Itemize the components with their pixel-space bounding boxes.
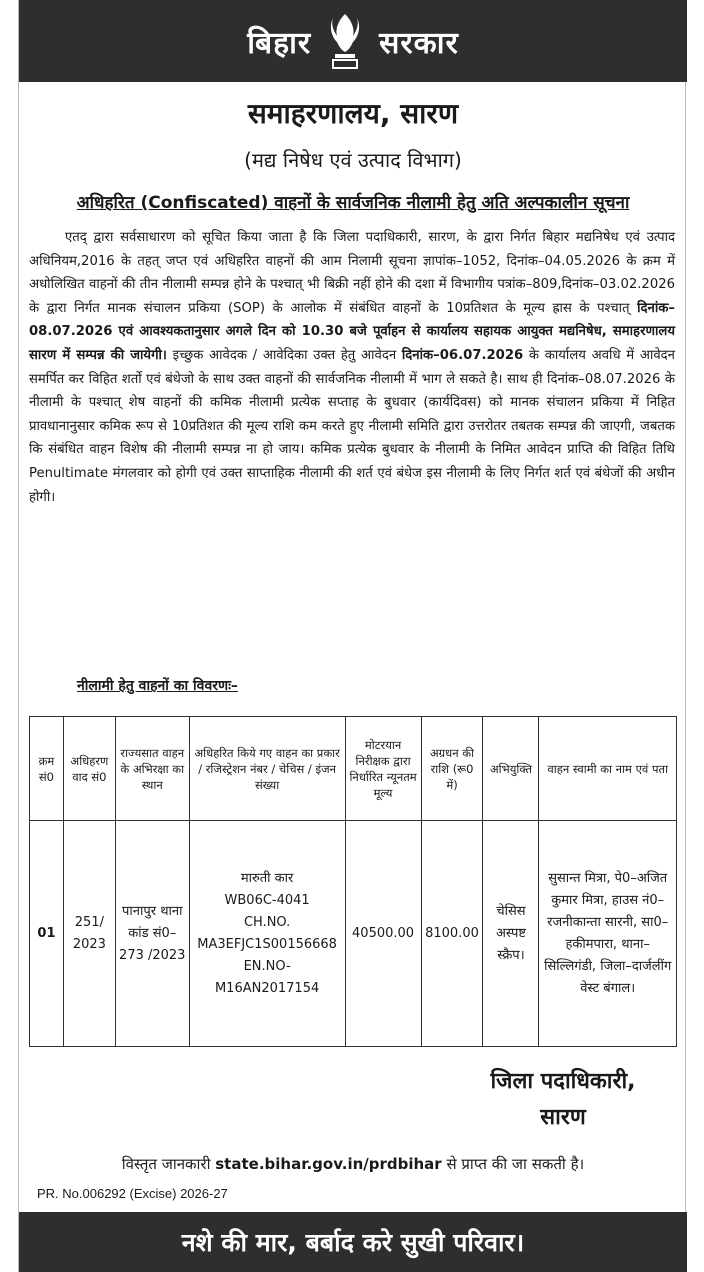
vehicle-list-heading: नीलामी हेतु वाहनों का विवरणः– <box>77 678 238 694</box>
engine-label: EN.NO- <box>243 958 291 974</box>
cell-vehicle-details <box>189 821 345 1047</box>
cell-deposit: 8100.00 <box>421 821 483 1047</box>
body-part-2: इच्छुक आवेदक / आवेदिका उक्त हेतु आवेदन <box>172 347 397 363</box>
body-penultimate: Penultimate <box>29 465 109 481</box>
cell-min-value: 40500.00 <box>345 821 421 1047</box>
department-name: (मद्य निषेध एवं उत्पाद विभाग) <box>244 148 462 172</box>
body-part-1: एतद् द्वारा सर्वसाधारण को सूचित किया जाता है कि जिला पदाधिकारी, सारण, के द्वारा निर्गत बिहार मद्यनिषेध एवं उत्पाद अधिनियम,2016 के तहत् जप्त एवं अधिहरित वाहनों की आम निलामी सूचना ज्ञापांक–1052, दिनांक–04.05.2026 के क्रम में अधोलिखित वाहनों की तीन नीलामी सम्पन्न होने के पश्चात् भी बिक्री नहीं होने की दशा में विभागीय पत्रांक–809,दिनांक–03.02.2026 के द्वारा निर्गत मानक संचालन प्रकिया (SOP) के आलोक में संबंधित वाहनों के 10प्रतिशत के मूल्य ह्रास के पश्चात् <box>29 230 675 316</box>
col-owner: वाहन स्वामी का नाम एवं पता <box>539 717 677 821</box>
banner-left-word: बिहार <box>247 25 312 61</box>
col-case-no: अधिहरण वाद सं0 <box>63 717 115 821</box>
body-application-date: दिनांक–06.07.2026 <box>401 347 524 363</box>
col-remark: अभियुक्ति <box>483 717 539 821</box>
notice-page <box>18 0 686 1272</box>
slogan-banner: नशे की मार, बर्बाद करे सुखी परिवार। <box>19 1212 687 1272</box>
body-part-4: मंगलवार को होगी एवं उक्त साप्ताहिक नीलामी की शर्त एवं बंधेज इस नीलामी के लिए निर्गत शर्त एवं बंधेजों की अधीन होगी। <box>29 465 675 505</box>
case-line-1: 251/ <box>74 914 104 930</box>
table-header-row <box>30 717 677 821</box>
info-suffix: से प्राप्त की जा सकती है। <box>446 1155 585 1173</box>
col-deposit: अग्रधन की राशि (रू0 में) <box>421 717 483 821</box>
office-title: समाहरणालय, सारण <box>247 97 459 130</box>
registration-no: WB06C-4041 <box>224 892 310 908</box>
cell-owner: सुसान्त मित्रा, पे0–अजित कुमार मित्रा, हाउस नं0–रजनीकान्ता सारनी, सा0–हकीमपारा, थाना–सिल्लिगंडी, जिला–दार्जलींग वेस्ट बंगाल। <box>539 821 677 1047</box>
vehicle-table <box>29 716 677 1047</box>
body-part-3: के कार्यालय अवधि में आवेदन समर्पित कर विहित शर्तो एवं बंधेजो के साथ उक्त वाहनों की सार्वजनिक नीलामी में भाग ले सकते है। साथ ही दिनांक–08.07.2026 के नीलामी के पश्चात् शेष वाहनों की कमिक नीलामी प्रत्येक सप्ताह के बुधवार (कार्यदिवस) को मानक संचालन प्रकिया में निहित प्रावधानानुसार कमिक रूप से 10प्रतिशत की मूल्य राशि कम करते हुए नीलामी समिति द्वारा उत्तरोतर तबतक सम्पन्न की जाएगी, जबतक कि संबंधित वाहन विशेष की नीलामी सम्पन्न ना हो जाय। कमिक प्रत्येक बुधवार के नीलामी के निमित आवेदन प्राप्ति की विहित तिथि <box>29 347 675 458</box>
cell-case-no <box>63 821 115 1047</box>
chassis-label: CH.NO. <box>243 914 291 930</box>
signatory-district: सारण <box>540 1105 586 1130</box>
banner-right-word: सरकार <box>379 25 459 61</box>
top-banner <box>19 0 687 82</box>
vehicle-type: मारुती कार <box>240 870 294 886</box>
website-link[interactable]: state.bihar.gov.in/prdbihar <box>215 1155 442 1173</box>
chassis-no: MA3EFJC1S00156668 <box>197 936 337 952</box>
col-min-value: मोटरयान निरीक्षक द्वारा निर्धारित न्यूनतम मूल्य <box>345 717 421 821</box>
col-custody-place: राज्यसात वाहन के अभिरक्षा का स्थान <box>115 717 189 821</box>
info-prefix: विस्तृत जानकारी <box>121 1155 211 1173</box>
info-line <box>19 1154 687 1174</box>
notice-body <box>29 226 675 509</box>
engine-no: M16AN2017154 <box>214 980 320 996</box>
pr-number: PR. No.006292 (Excise) 2026-27 <box>37 1186 228 1201</box>
cell-serial: 01 <box>30 821 64 1047</box>
notice-title: अधिहरित (Confiscated) वाहनों के सार्वजनिक नीलामी हेतु अति अल्पकालीन सूचना <box>76 193 630 213</box>
body-auction-date: दिनांक– 08.07.2026 एवं आवश्यकतानुसार अगले दिन को 10.30 बजे पूर्वाहन से कार्यालय सहायक आयुक्त मद्यनिषेध, समाहरणालय सारण में सम्पन्न की जायेगी। <box>29 300 675 363</box>
table-row <box>30 821 677 1047</box>
col-vehicle-details: अधिहरित किये गए वाहन का प्रकार / रजिस्ट्रेशन नंबर / चेचिस / इंजन संख्या <box>189 717 345 821</box>
cell-remark: चेसिस अस्पष्ट स्क्रैप। <box>483 821 539 1047</box>
col-serial: क्रम सं0 <box>30 717 64 821</box>
bihar-emblem-icon <box>325 10 365 72</box>
case-line-2: 2023 <box>72 936 106 952</box>
cell-custody-place: पानापुर थाना कांड सं0–273 /2023 <box>115 821 189 1047</box>
signatory-title: जिला पदाधिकारी, <box>490 1069 636 1094</box>
signature-block <box>463 1064 663 1136</box>
